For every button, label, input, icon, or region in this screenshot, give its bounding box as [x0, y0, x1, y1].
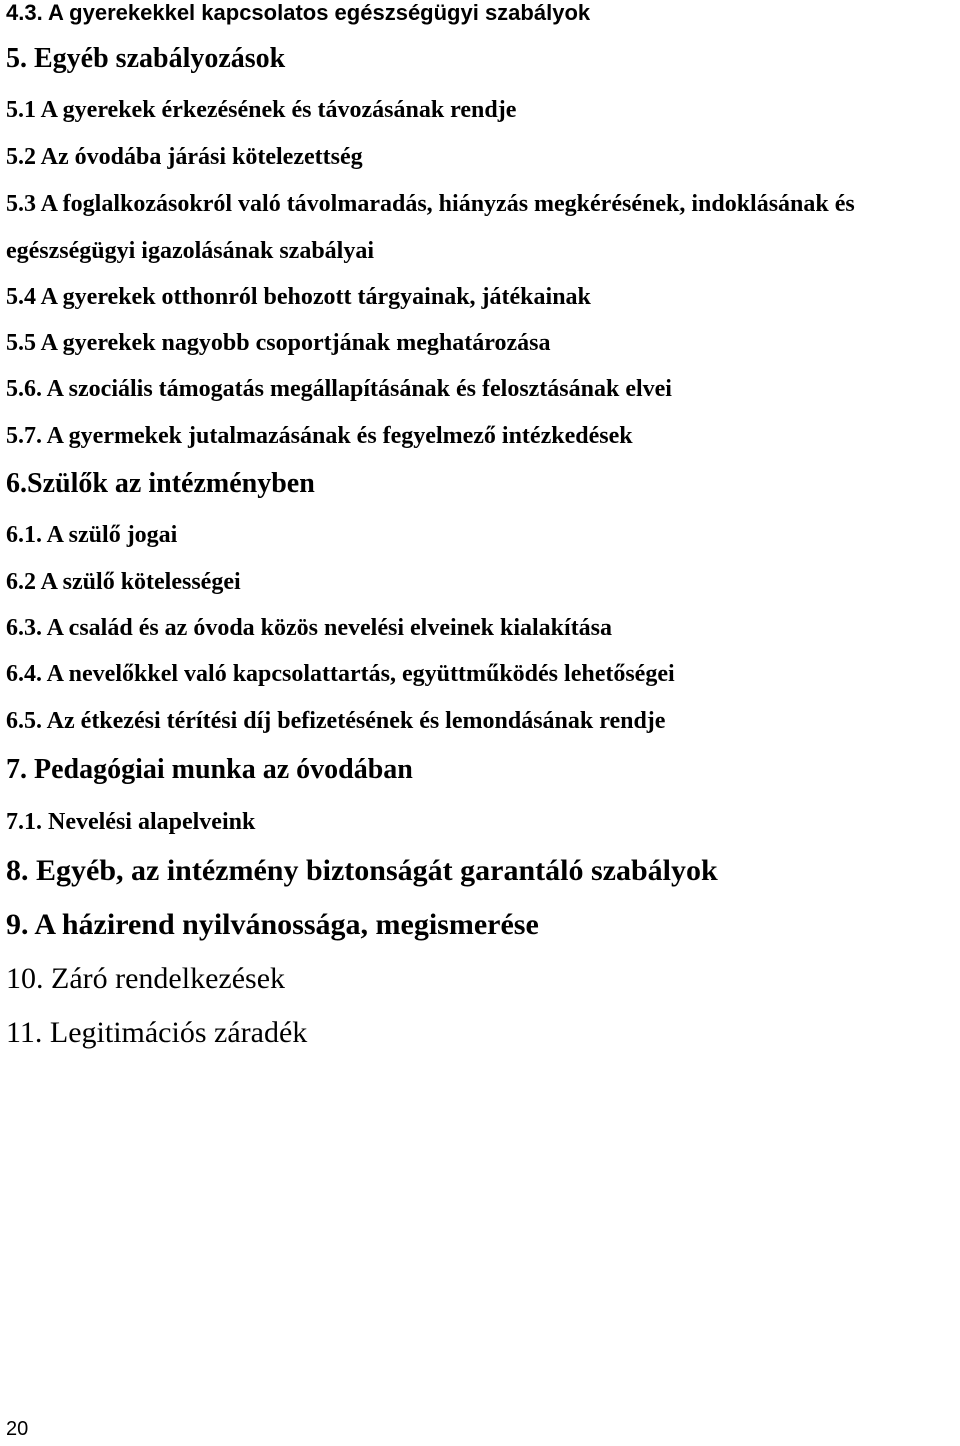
toc-entry-5-1: 5.1 A gyerekek érkezésének és távozásának rendje	[6, 97, 517, 123]
toc-entry-4-3: 4.3. A gyerekekkel kapcsolatos egészségügyi szabályok	[6, 0, 591, 25]
toc-entry-8: 8. Egyéb, az intézmény biztonságát garantáló szabályok	[6, 854, 718, 887]
toc-entry-6-4: 6.4. A nevelőkkel való kapcsolattartás, együttműködés lehetőségei	[6, 661, 675, 687]
toc-entry-5-3-continued: egészségügyi igazolásának szabályai	[6, 238, 375, 264]
toc-entry-7: 7. Pedagógiai munka az óvodában	[6, 754, 413, 785]
toc-entry-10: 10. Záró rendelkezések	[6, 962, 286, 995]
toc-entry-5-2: 5.2 Az óvodába járási kötelezettség	[6, 144, 363, 170]
toc-entry-9: 9. A házirend nyilvánossága, megismerése	[6, 908, 539, 941]
toc-entry-7-1: 7.1. Nevelési alapelveink	[6, 809, 256, 835]
toc-entry-5-6: 5.6. A szociális támogatás megállapításának és felosztásának elvei	[6, 376, 672, 402]
toc-entry-6-5: 6.5. Az étkezési térítési díj befizetésének és lemondásának rendje	[6, 708, 666, 734]
toc-entry-5-4: 5.4 A gyerekek otthonról behozott tárgyainak, játékainak	[6, 284, 591, 310]
toc-entry-5: 5. Egyéb szabályozások	[6, 43, 286, 74]
toc-entry-5-3: 5.3 A foglalkozásokról való távolmaradás, hiányzás megkérésének, indoklásának és	[6, 191, 855, 217]
toc-entry-5-5: 5.5 A gyerekek nagyobb csoportjának meghatározása	[6, 330, 551, 356]
toc-entry-6-1: 6.1. A szülő jogai	[6, 522, 178, 548]
toc-entry-6-3: 6.3. A család és az óvoda közös nevelési elveinek kialakítása	[6, 615, 613, 641]
toc-entry-6: 6.Szülők az intézményben	[6, 468, 315, 499]
toc-entry-5-7: 5.7. A gyermekek jutalmazásának és fegyelmező intézkedések	[6, 423, 633, 449]
toc-entry-6-2: 6.2 A szülő kötelességei	[6, 569, 241, 595]
page-number: 20	[6, 1418, 29, 1440]
toc-entry-11: 11. Legitimációs záradék	[6, 1016, 308, 1049]
